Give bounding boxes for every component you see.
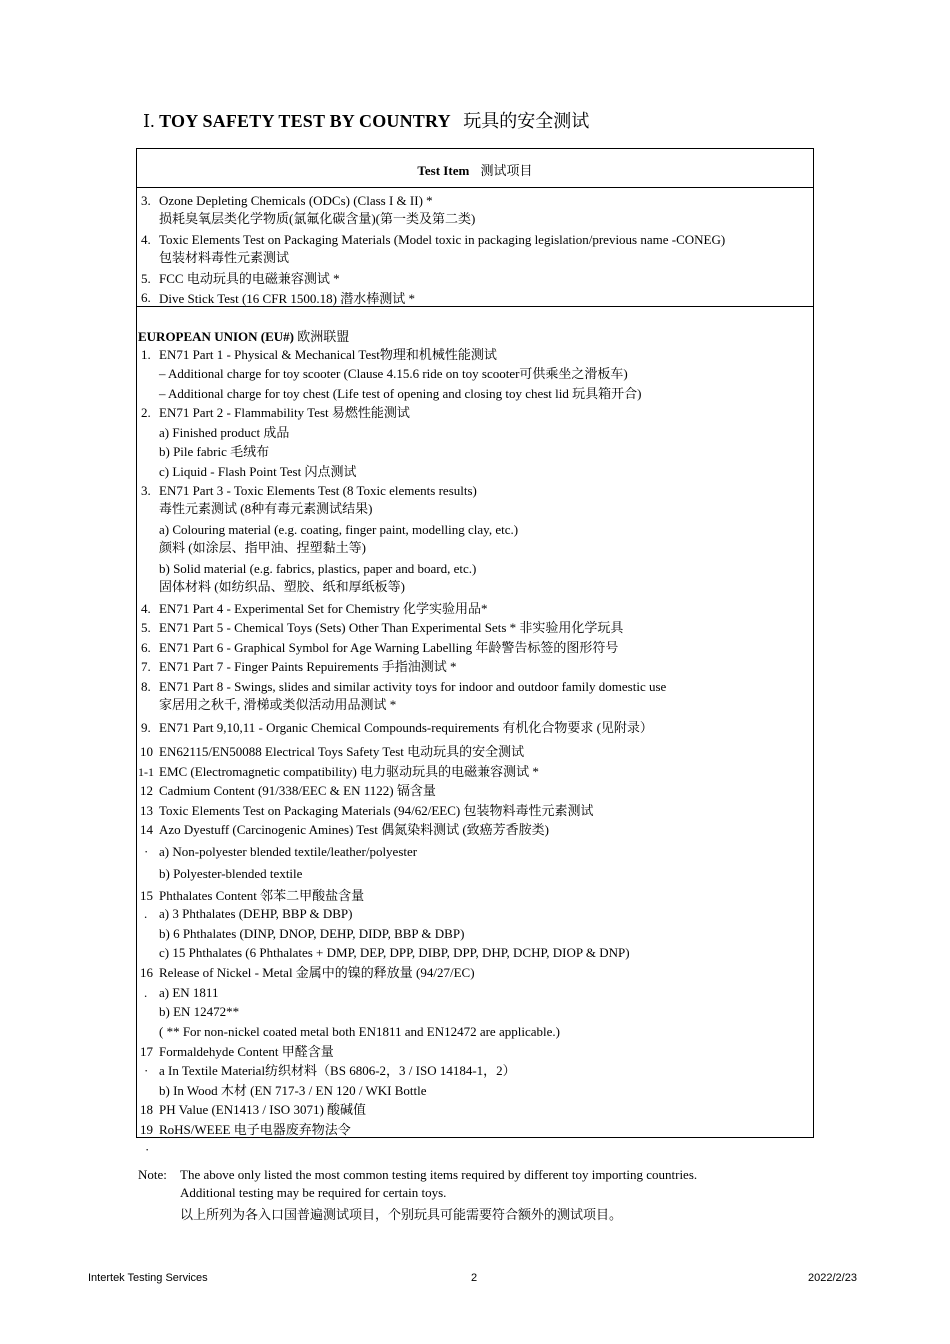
item-number: 2. xyxy=(141,405,151,420)
item-number: 1. xyxy=(141,347,151,362)
list-item: b) 6 Phthalates (DINP, DNOP, DEHP, DIDP, BBP & DBP) xyxy=(159,926,465,941)
list-item: EN71 Part 2 - Flammability Test 易燃性能测试 xyxy=(159,405,410,420)
page-title xyxy=(143,107,589,133)
list-item: Cadmium Content (91/338/EEC & EN 1122) 镉含量 xyxy=(159,783,436,798)
trailing-dot: · xyxy=(145,1142,150,1157)
list-item: 包装材料毒性元素测试 xyxy=(159,250,290,265)
title-roman: Ⅰ. xyxy=(143,111,155,131)
list-item: 固体材料 (如纺织品、塑胶、纸和厚纸板等) xyxy=(159,579,405,594)
list-item: EN71 Part 9,10,11 - Organic Chemical Compounds-requirements 有机化合物要求 (见附录） xyxy=(159,720,653,735)
title-en: TOY SAFETY TEST BY COUNTRY xyxy=(159,111,451,131)
item-number: · xyxy=(144,844,149,859)
list-item: 毒性元素测试 (8种有毒元素测试结果) xyxy=(159,501,373,516)
list-item: b) In Wood 木材 (EN 717-3 / EN 120 / WKI Bottle xyxy=(159,1083,427,1098)
item-number: 17 xyxy=(140,1044,153,1059)
list-item: EN71 Part 3 - Toxic Elements Test (8 Toxic elements results) xyxy=(159,483,477,498)
eu-section-heading xyxy=(138,326,349,345)
title-cn: 玩具的安全测试 xyxy=(463,111,590,131)
item-number: 15 xyxy=(140,888,153,903)
item-number: 16 xyxy=(140,965,153,980)
item-number: 6. xyxy=(141,640,151,655)
list-item: EN71 Part 4 - Experimental Set for Chemistry 化学实验用品* xyxy=(159,601,488,616)
list-item: 颜料 (如涂层、指甲油、捏塑黏土等) xyxy=(159,540,366,555)
list-item: EMC (Electromagnetic compatibility) 电力驱动玩具的电磁兼容测试 * xyxy=(159,764,539,779)
list-item: – Additional charge for toy scooter (Clause 4.15.6 ride on toy scooter可供乘坐之滑板车) xyxy=(159,366,628,381)
list-item: EN71 Part 7 - Finger Paints Repuirements 手指油测试 * xyxy=(159,659,457,674)
item-number: 5. xyxy=(141,620,151,635)
list-item: EN62115/EN50088 Electrical Toys Safety Test 电动玩具的安全测试 xyxy=(159,744,525,759)
item-number: 1-1 xyxy=(138,765,154,779)
list-item: Ozone Depleting Chemicals (ODCs) (Class I & II) * xyxy=(159,193,433,208)
list-item: b) Pile fabric 毛绒布 xyxy=(159,444,270,459)
list-item: a) Finished product 成品 xyxy=(159,425,290,440)
eu-section-cn: 欧洲联盟 xyxy=(297,329,350,344)
list-item: EN71 Part 8 - Swings, slides and similar activity toys for indoor and outdoor family domestic use xyxy=(159,679,667,694)
item-number: 3. xyxy=(141,483,151,498)
item-number: 5. xyxy=(141,271,151,286)
list-item: b) Polyester-blended textile xyxy=(159,866,303,881)
list-item: EN71 Part 5 - Chemical Toys (Sets) Other Than Experimental Sets * 非实验用化学玩具 xyxy=(159,620,624,635)
item-number: . xyxy=(144,985,148,1000)
item-number: 7. xyxy=(141,659,151,674)
list-item: PH Value (EN1413 / ISO 3071) 酸碱值 xyxy=(159,1102,367,1117)
item-number: · xyxy=(144,1063,149,1078)
list-item: Toxic Elements Test on Packaging Materials (Model toxic in packaging legislation/previous name -CONEG) xyxy=(159,232,726,247)
item-number: . xyxy=(144,906,148,921)
page-number: 2 xyxy=(471,1272,478,1284)
item-number: 18 xyxy=(140,1102,153,1117)
list-item: FCC 电动玩具的电磁兼容测试 * xyxy=(159,271,340,286)
item-number: 4. xyxy=(141,232,151,247)
item-number: 12 xyxy=(140,783,153,798)
item-number: 6. xyxy=(141,290,151,305)
list-item: a) Colouring material (e.g. coating, finger paint, modelling clay, etc.) xyxy=(159,522,519,537)
list-item: EN71 Part 1 - Physical & Mechanical Test物理和机械性能测试 xyxy=(159,347,497,362)
table-header-en: Test Item xyxy=(417,163,470,178)
note-line: Additional testing may be required for certain toys. xyxy=(180,1185,447,1200)
item-number: 4. xyxy=(141,601,151,616)
item-number: 19 xyxy=(140,1122,153,1137)
list-item: ( ** For non-nickel coated metal both EN1811 and EN12472 are applicable.) xyxy=(159,1024,560,1039)
list-item: b) Solid material (e.g. fabrics, plastics, paper and board, etc.) xyxy=(159,561,477,576)
item-number: 3. xyxy=(141,193,151,208)
table-header-cn: 测试项目 xyxy=(480,163,533,178)
item-number: 9. xyxy=(141,720,151,735)
list-item: Toxic Elements Test on Packaging Materials (94/62/EEC) 包装物料毒性元素测试 xyxy=(159,803,594,818)
list-item: Phthalates Content 邻苯二甲酸盐含量 xyxy=(159,888,365,903)
footer-date: 2022/2/23 xyxy=(808,1272,857,1284)
list-item: EN71 Part 6 - Graphical Symbol for Age Warning Labelling 年龄警告标签的图形符号 xyxy=(159,640,619,655)
list-item: a In Textile Material纺织材料（BS 6806-2，3 / ISO 14184-1，2） xyxy=(159,1063,516,1078)
list-item: a) EN 1811 xyxy=(159,985,219,1000)
item-number: 10 xyxy=(140,744,153,759)
item-number: 14 xyxy=(140,822,153,837)
list-item: Dive Stick Test (16 CFR 1500.18) 潜水棒测试 * xyxy=(159,291,415,306)
list-item: c) Liquid - Flash Point Test 闪点测试 xyxy=(159,464,357,479)
list-item: a) Non-polyester blended textile/leather/polyester xyxy=(159,844,418,859)
list-item: – Additional charge for toy chest (Life test of opening and closing toy chest lid 玩具箱开合) xyxy=(159,386,642,401)
list-item: a) 3 Phthalates (DEHP, BBP & DBP) xyxy=(159,906,353,921)
note-label: Note: xyxy=(138,1167,167,1182)
footer-left: Intertek Testing Services xyxy=(88,1272,208,1284)
note-line: The above only listed the most common testing items required by different toy importing countries. xyxy=(180,1167,698,1182)
list-item: b) EN 12472** xyxy=(159,1004,240,1019)
item-number: 13 xyxy=(140,803,153,818)
table-header xyxy=(137,149,813,188)
list-item: Formaldehyde Content 甲醛含量 xyxy=(159,1044,334,1059)
list-item: Azo Dyestuff (Carcinogenic Amines) Test 偶氮染料测试 (致癌芳香胺类) xyxy=(159,822,549,837)
note-line: 以上所列为各入口国普遍测试项目，个别玩具可能需要符合额外的测试项目。 xyxy=(180,1207,623,1222)
eu-section-en: EUROPEAN UNION (EU#) xyxy=(138,329,294,344)
list-item: 家居用之秋千, 滑梯或类似活动用品测试 * xyxy=(159,697,397,712)
list-item: c) 15 Phthalates (6 Phthalates + DMP, DEP, DPP, DIBP, DPP, DHP, DCHP, DIOP & DNP) xyxy=(159,945,630,960)
list-item: RoHS/WEEE 电子电器废弃物法令 xyxy=(159,1122,351,1137)
item-number: 8. xyxy=(141,679,151,694)
list-item: 损耗臭氧层类化学物质(氯氟化碳含量)(第一类及第二类) xyxy=(159,211,476,226)
list-item: Release of Nickel - Metal 金属中的镍的释放量 (94/27/EC) xyxy=(159,965,475,980)
